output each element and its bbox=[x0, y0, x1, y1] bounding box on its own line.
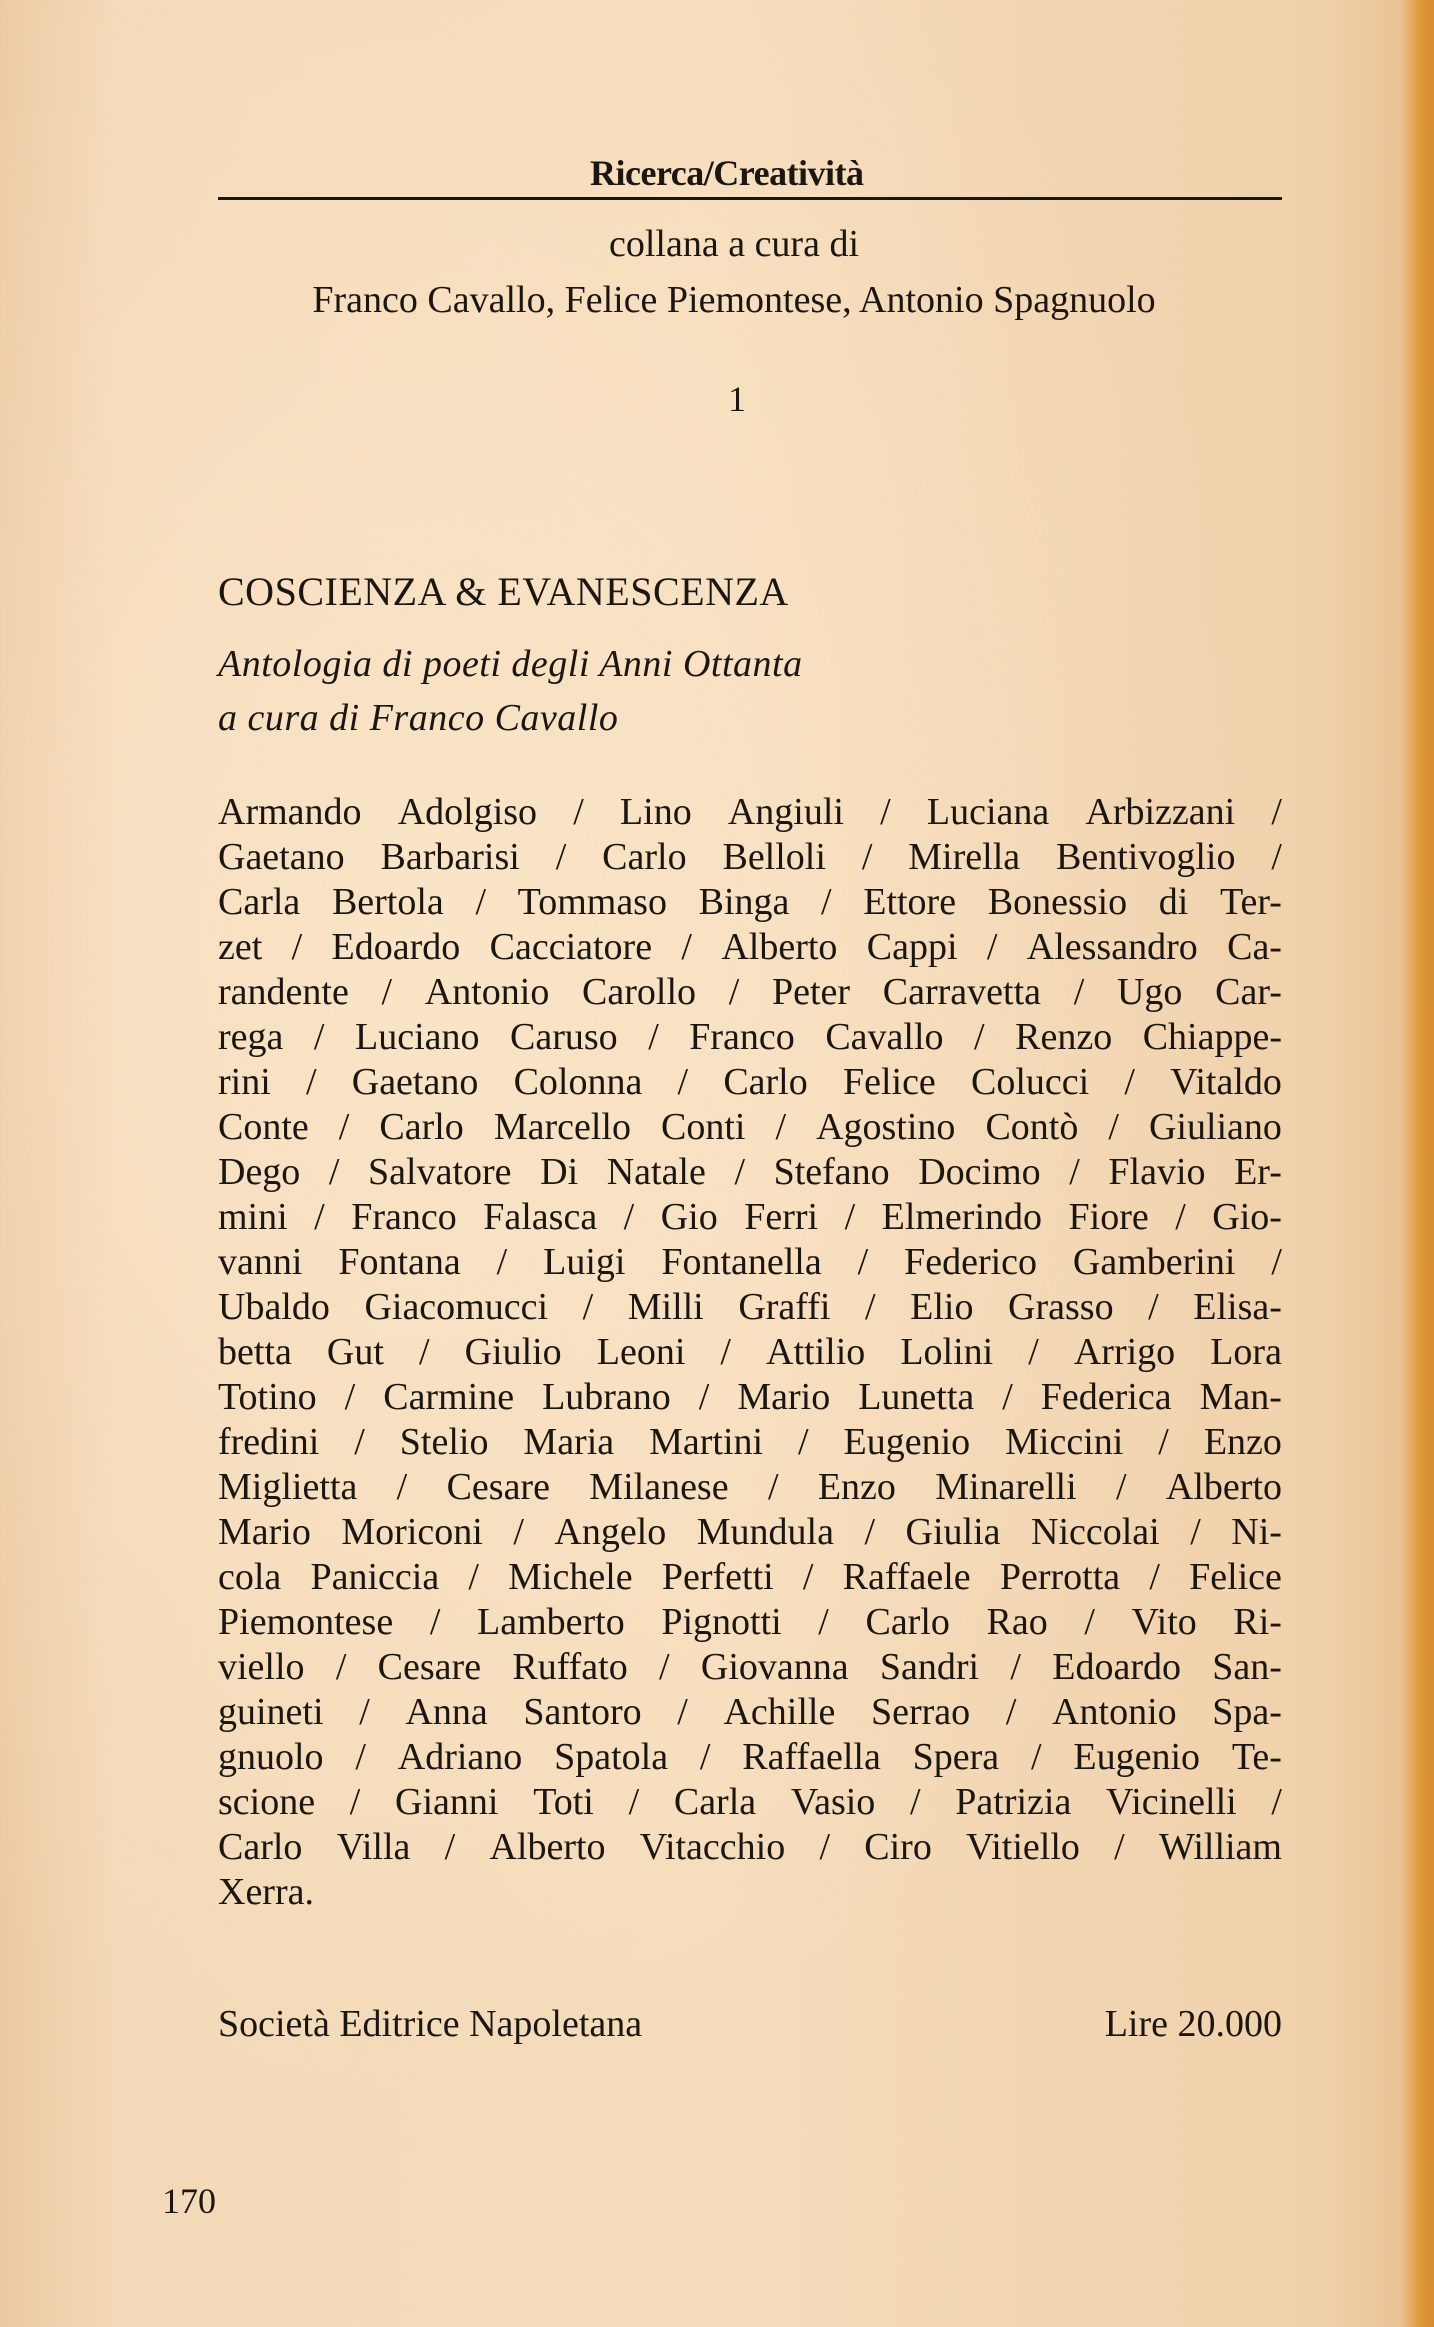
author-word: / bbox=[1175, 1196, 1186, 1238]
author-word: Piemontese bbox=[218, 1601, 394, 1643]
author-word: Martini bbox=[649, 1421, 764, 1463]
page-number: 170 bbox=[162, 2181, 216, 2221]
authors-line bbox=[218, 1825, 1282, 1870]
author-word: Fiore bbox=[1068, 1196, 1149, 1238]
authors-line bbox=[218, 1465, 1282, 1510]
book-title: COSCIENZA & EVANESCENZA bbox=[218, 569, 789, 614]
author-word: / bbox=[396, 1466, 408, 1508]
author-word: / bbox=[734, 1151, 745, 1193]
author-word: Elio bbox=[910, 1286, 974, 1328]
author-word: / bbox=[344, 1376, 356, 1418]
header-rule bbox=[218, 197, 1282, 200]
author-word: Carlo bbox=[218, 1826, 303, 1868]
author-word: / bbox=[880, 791, 891, 833]
author-word: Stelio bbox=[399, 1421, 489, 1463]
author-word: Belloli bbox=[722, 836, 826, 878]
author-word: Cavallo bbox=[825, 1016, 944, 1058]
author-word: cola bbox=[218, 1556, 282, 1598]
author-word: Gio- bbox=[1212, 1196, 1282, 1238]
author-word: Xerra. bbox=[218, 1871, 314, 1913]
author-word: Elisa- bbox=[1193, 1286, 1282, 1328]
author-word: Binga bbox=[698, 881, 790, 923]
author-word: scione bbox=[218, 1781, 316, 1823]
authors-line bbox=[218, 1555, 1282, 1600]
author-word: / bbox=[1148, 1286, 1159, 1328]
author-word: / bbox=[648, 1016, 659, 1058]
author-word: / bbox=[844, 1196, 856, 1238]
author-word: Vitacchio bbox=[639, 1826, 786, 1868]
author-word: / bbox=[1069, 1151, 1080, 1193]
author-word: Giulio bbox=[464, 1331, 562, 1373]
author-word: Di bbox=[540, 1151, 579, 1193]
author-word: Paniccia bbox=[310, 1556, 440, 1598]
author-word: Gio bbox=[660, 1196, 718, 1238]
author-word: Milanese bbox=[589, 1466, 729, 1508]
volume-number: 1 bbox=[728, 379, 746, 419]
author-word: / bbox=[1010, 1646, 1021, 1688]
author-word: Carollo bbox=[582, 971, 697, 1013]
author-word: Anna bbox=[405, 1691, 488, 1733]
authors-line bbox=[218, 1420, 1282, 1465]
author-word: Ni- bbox=[1231, 1511, 1282, 1553]
author-word: Arbizzani bbox=[1085, 791, 1236, 833]
author-word: Vasio bbox=[790, 1781, 876, 1823]
author-word: Alberto bbox=[721, 926, 838, 968]
authors-line bbox=[218, 1195, 1282, 1240]
authors-line bbox=[218, 1240, 1282, 1285]
author-word: Luigi bbox=[543, 1241, 626, 1283]
author-word: / bbox=[1114, 1826, 1125, 1868]
author-word: Carlo bbox=[379, 1106, 464, 1148]
authors-line bbox=[218, 1060, 1282, 1105]
author-word: Raffaella bbox=[742, 1736, 881, 1778]
authors-line bbox=[218, 1330, 1282, 1375]
series-editors-label: collana a cura di bbox=[608, 223, 860, 265]
author-word: / bbox=[677, 1691, 688, 1733]
author-word: Ubaldo bbox=[218, 1286, 330, 1328]
author-word: Rao bbox=[986, 1601, 1048, 1643]
author-word: Serrao bbox=[871, 1691, 971, 1733]
author-word: Carlo bbox=[602, 836, 687, 878]
author-word: Lora bbox=[1210, 1331, 1282, 1373]
author-word: / bbox=[1190, 1511, 1201, 1553]
author-word: Contò bbox=[985, 1106, 1079, 1148]
author-word: Cesare bbox=[446, 1466, 550, 1508]
author-word: Grasso bbox=[1008, 1286, 1114, 1328]
author-word: Bentivoglio bbox=[1056, 836, 1236, 878]
author-word: Ferri bbox=[744, 1196, 819, 1238]
publisher: Società Editrice Napoletana bbox=[218, 2003, 643, 2045]
author-word: Antonio bbox=[424, 971, 550, 1013]
author-word: Perfetti bbox=[661, 1556, 774, 1598]
author-word: Natale bbox=[606, 1151, 706, 1193]
author-word: Falasca bbox=[483, 1196, 598, 1238]
author-word: / bbox=[1030, 1736, 1042, 1778]
author-word: randente bbox=[218, 971, 349, 1013]
author-word: / bbox=[513, 1511, 524, 1553]
author-word: / bbox=[314, 1196, 325, 1238]
author-word: / bbox=[1124, 1061, 1135, 1103]
author-word: Lubrano bbox=[542, 1376, 671, 1418]
author-word: Bertola bbox=[331, 881, 444, 923]
author-word: Patrizia bbox=[955, 1781, 1072, 1823]
author-word: rini bbox=[218, 1061, 271, 1103]
author-word: Car- bbox=[1215, 971, 1282, 1013]
author-word: Vitaldo bbox=[1170, 1061, 1282, 1103]
author-word: / bbox=[698, 1376, 710, 1418]
author-word: / bbox=[1271, 836, 1282, 878]
author-word: / bbox=[475, 881, 486, 923]
author-word: / bbox=[986, 926, 998, 968]
author-word: / bbox=[355, 1736, 366, 1778]
author-word: Maria bbox=[523, 1421, 615, 1463]
author-word: Cacciatore bbox=[489, 926, 653, 968]
author-word: / bbox=[775, 1106, 787, 1148]
author-word: Adolgiso bbox=[397, 791, 538, 833]
author-word: Eugenio bbox=[1073, 1736, 1200, 1778]
author-word: Alessandro bbox=[1026, 926, 1198, 968]
author-word: Marcello bbox=[493, 1106, 631, 1148]
author-word: / bbox=[628, 1781, 640, 1823]
author-word: Te- bbox=[1231, 1736, 1282, 1778]
authors-line bbox=[218, 1870, 1282, 1915]
book-subtitle: Antologia di poeti degli Anni Ottanta bbox=[218, 643, 803, 685]
author-word: / bbox=[864, 1511, 876, 1553]
author-word: Docimo bbox=[918, 1151, 1041, 1193]
author-word: rega bbox=[218, 1016, 284, 1058]
page-edge-shadow bbox=[1400, 0, 1434, 2327]
author-word: Elmerindo bbox=[881, 1196, 1043, 1238]
author-word: guineti bbox=[218, 1691, 324, 1733]
series-editors-names: Franco Cavallo, Felice Piemontese, Antonio Spagnuolo bbox=[312, 279, 1156, 321]
author-word: Federica bbox=[1040, 1376, 1172, 1418]
author-word: Stefano bbox=[773, 1151, 890, 1193]
author-word: / bbox=[468, 1556, 479, 1598]
author-word: Ter- bbox=[1219, 881, 1282, 923]
author-word: Pignotti bbox=[661, 1601, 782, 1643]
author-word: Eugenio bbox=[843, 1421, 971, 1463]
author-word: Felice bbox=[842, 1061, 936, 1103]
authors-line bbox=[218, 1285, 1282, 1330]
author-word: / bbox=[291, 926, 303, 968]
author-word: / bbox=[798, 1421, 809, 1463]
author-word: Miglietta bbox=[218, 1466, 358, 1508]
author-word: Colucci bbox=[971, 1061, 1090, 1103]
author-word: Miccini bbox=[1005, 1421, 1124, 1463]
author-word: Ugo bbox=[1116, 971, 1183, 1013]
author-word: / bbox=[573, 791, 584, 833]
authors-line bbox=[218, 970, 1282, 1015]
author-word: Leoni bbox=[596, 1331, 686, 1373]
author-word: Armando bbox=[218, 791, 362, 833]
author-word: / bbox=[444, 1826, 456, 1868]
price: Lire 20.000 bbox=[1104, 2003, 1282, 2045]
author-word: / bbox=[349, 1781, 361, 1823]
author-word: / bbox=[857, 1241, 869, 1283]
author-word: Alberto bbox=[489, 1826, 606, 1868]
author-word: di bbox=[1158, 881, 1189, 923]
author-word: Fontana bbox=[338, 1241, 461, 1283]
author-word: Giovanna bbox=[700, 1646, 849, 1688]
author-word: Giuliano bbox=[1148, 1106, 1282, 1148]
authors-line bbox=[218, 1150, 1282, 1195]
author-word: / bbox=[1005, 1691, 1017, 1733]
author-word: Graffi bbox=[738, 1286, 831, 1328]
author-word: Edoardo bbox=[331, 926, 461, 968]
author-word: Gut bbox=[326, 1331, 384, 1373]
author-word: Ettore bbox=[863, 881, 957, 923]
author-word: Adriano bbox=[397, 1736, 523, 1778]
author-word: / bbox=[555, 836, 567, 878]
author-word: Perrotta bbox=[999, 1556, 1121, 1598]
author-word: Peter bbox=[772, 971, 851, 1013]
author-word: Toti bbox=[533, 1781, 594, 1823]
author-word: Ruffato bbox=[512, 1646, 628, 1688]
authors-line bbox=[218, 835, 1282, 880]
authors-line bbox=[218, 1105, 1282, 1150]
authors-line bbox=[218, 925, 1282, 970]
author-word: Cappi bbox=[866, 926, 958, 968]
authors-line bbox=[218, 1375, 1282, 1420]
author-word: Santoro bbox=[523, 1691, 642, 1733]
author-word: / bbox=[1108, 1106, 1119, 1148]
authors-list bbox=[218, 790, 1282, 1915]
author-word: Sandri bbox=[879, 1646, 980, 1688]
author-word: Milli bbox=[627, 1286, 704, 1328]
author-word: mini bbox=[218, 1196, 288, 1238]
author-word: Conti bbox=[661, 1106, 746, 1148]
author-word: viello bbox=[218, 1646, 305, 1688]
author-word: Attilio bbox=[766, 1331, 866, 1373]
authors-line bbox=[218, 1645, 1282, 1690]
author-word: Edoardo bbox=[1052, 1646, 1181, 1688]
author-word: Enzo bbox=[1203, 1421, 1282, 1463]
author-word: Spera bbox=[912, 1736, 1000, 1778]
author-word: Salvatore bbox=[368, 1151, 512, 1193]
author-word: Renzo bbox=[1015, 1016, 1113, 1058]
author-word: Carravetta bbox=[882, 971, 1042, 1013]
author-word: Franco bbox=[351, 1196, 457, 1238]
author-word: / bbox=[659, 1646, 670, 1688]
author-word: / bbox=[699, 1736, 711, 1778]
author-word: / bbox=[1116, 1466, 1127, 1508]
author-word: / bbox=[354, 1421, 365, 1463]
author-word: Bonessio bbox=[987, 881, 1128, 923]
author-word: Franco bbox=[689, 1016, 795, 1058]
author-word: Barbarisi bbox=[380, 836, 520, 878]
author-word: / bbox=[1271, 1241, 1282, 1283]
author-word: / bbox=[335, 1646, 347, 1688]
author-word: Gaetano bbox=[351, 1061, 479, 1103]
author-word: Tommaso bbox=[517, 881, 667, 923]
author-word: / bbox=[496, 1241, 508, 1283]
author-word: / bbox=[381, 971, 393, 1013]
author-word: Conte bbox=[218, 1106, 309, 1148]
author-word: / bbox=[720, 1331, 731, 1373]
author-word: / bbox=[728, 971, 740, 1013]
author-word: Antonio bbox=[1052, 1691, 1177, 1733]
author-word: / bbox=[861, 836, 873, 878]
author-word: Lunetta bbox=[858, 1376, 975, 1418]
author-word: Mario bbox=[218, 1511, 311, 1553]
author-word: / bbox=[767, 1466, 779, 1508]
author-word: fredini bbox=[218, 1421, 320, 1463]
author-word: / bbox=[677, 1061, 689, 1103]
author-word: / bbox=[1002, 1376, 1013, 1418]
author-word: Gaetano bbox=[218, 836, 345, 878]
author-word: / bbox=[359, 1691, 370, 1733]
authors-line bbox=[218, 1510, 1282, 1555]
author-word: / bbox=[418, 1331, 430, 1373]
author-word: Villa bbox=[336, 1826, 411, 1868]
author-word: Agostino bbox=[816, 1106, 956, 1148]
author-word: Ri- bbox=[1233, 1601, 1282, 1643]
author-word: Giacomucci bbox=[364, 1286, 549, 1328]
author-word: Vitiello bbox=[966, 1826, 1080, 1868]
author-word: Spatola bbox=[554, 1736, 669, 1778]
author-word: / bbox=[1271, 791, 1282, 833]
author-word: / bbox=[429, 1601, 441, 1643]
authors-line bbox=[218, 790, 1282, 835]
author-word: Man- bbox=[1199, 1376, 1282, 1418]
author-word: Michele bbox=[508, 1556, 633, 1598]
author-word: betta bbox=[218, 1331, 292, 1373]
author-word: Moriconi bbox=[341, 1511, 483, 1553]
author-word: Ca- bbox=[1227, 926, 1282, 968]
author-word: zet bbox=[218, 926, 263, 968]
author-word: Lino bbox=[619, 791, 692, 833]
author-word: / bbox=[1084, 1601, 1095, 1643]
author-word: Fontanella bbox=[661, 1241, 822, 1283]
author-word: / bbox=[1271, 1781, 1282, 1823]
author-word: Luciana bbox=[926, 791, 1050, 833]
author-word: Carmine bbox=[383, 1376, 515, 1418]
author-word: Lamberto bbox=[476, 1601, 625, 1643]
author-word: Flavio bbox=[1108, 1151, 1206, 1193]
author-word: Arrigo bbox=[1073, 1331, 1176, 1373]
author-word: San- bbox=[1212, 1646, 1282, 1688]
author-word: Vito bbox=[1131, 1601, 1197, 1643]
author-word: / bbox=[819, 1826, 831, 1868]
authors-line bbox=[218, 1780, 1282, 1825]
author-word: Federico bbox=[904, 1241, 1038, 1283]
author-word: / bbox=[1149, 1556, 1160, 1598]
author-word: Angelo bbox=[554, 1511, 667, 1553]
authors-line bbox=[218, 1735, 1282, 1780]
author-word: Alberto bbox=[1165, 1466, 1282, 1508]
author-word: Carla bbox=[673, 1781, 757, 1823]
author-word: / bbox=[865, 1286, 876, 1328]
author-word: / bbox=[821, 881, 832, 923]
authors-line bbox=[218, 1015, 1282, 1060]
author-word: / bbox=[338, 1106, 350, 1148]
author-word: Spa- bbox=[1212, 1691, 1282, 1733]
book-editor: a cura di Franco Cavallo bbox=[218, 697, 619, 739]
author-word: Giulia bbox=[905, 1511, 1001, 1553]
author-word: / bbox=[681, 926, 692, 968]
author-word: Niccolai bbox=[1031, 1511, 1160, 1553]
author-word: gnuolo bbox=[218, 1736, 324, 1778]
author-word: / bbox=[802, 1556, 814, 1598]
author-word: William bbox=[1158, 1826, 1282, 1868]
author-word: / bbox=[1158, 1421, 1169, 1463]
series-title: Ricerca/Creatività bbox=[590, 153, 864, 193]
author-word: Caruso bbox=[510, 1016, 618, 1058]
author-word: Mario bbox=[737, 1376, 831, 1418]
author-word: Angiuli bbox=[727, 791, 844, 833]
author-word: Mundula bbox=[696, 1511, 834, 1553]
author-word: / bbox=[974, 1016, 985, 1058]
authors-line bbox=[218, 1690, 1282, 1735]
author-word: Achille bbox=[723, 1691, 836, 1733]
author-word: / bbox=[305, 1061, 317, 1103]
author-word: / bbox=[582, 1286, 594, 1328]
author-word: Lolini bbox=[900, 1331, 994, 1373]
author-word: Vicinelli bbox=[1106, 1781, 1237, 1823]
authors-line bbox=[218, 880, 1282, 925]
author-word: / bbox=[1028, 1331, 1039, 1373]
author-word: Raffaele bbox=[842, 1556, 971, 1598]
author-word: / bbox=[1073, 971, 1085, 1013]
author-word: / bbox=[910, 1781, 921, 1823]
author-word: Colonna bbox=[513, 1061, 643, 1103]
author-word: / bbox=[328, 1151, 340, 1193]
author-word: Gamberini bbox=[1072, 1241, 1236, 1283]
author-word: Carlo bbox=[865, 1601, 950, 1643]
author-word: Felice bbox=[1189, 1556, 1282, 1598]
author-word: Er- bbox=[1234, 1151, 1282, 1193]
author-word: Dego bbox=[218, 1151, 301, 1193]
author-word: Carlo bbox=[723, 1061, 808, 1103]
author-word: Totino bbox=[218, 1376, 317, 1418]
author-word: Carla bbox=[218, 881, 301, 923]
author-word: / bbox=[623, 1196, 635, 1238]
author-word: Gianni bbox=[395, 1781, 499, 1823]
author-word: Minarelli bbox=[935, 1466, 1077, 1508]
author-word: Chiappe- bbox=[1142, 1016, 1282, 1058]
author-word: / bbox=[313, 1016, 325, 1058]
author-word: vanni bbox=[218, 1241, 303, 1283]
author-word: Enzo bbox=[817, 1466, 896, 1508]
author-word: Luciano bbox=[354, 1016, 480, 1058]
author-word: Mirella bbox=[908, 836, 1021, 878]
author-word: / bbox=[818, 1601, 829, 1643]
author-word: Ciro bbox=[864, 1826, 932, 1868]
author-word: Cesare bbox=[377, 1646, 482, 1688]
authors-line bbox=[218, 1600, 1282, 1645]
